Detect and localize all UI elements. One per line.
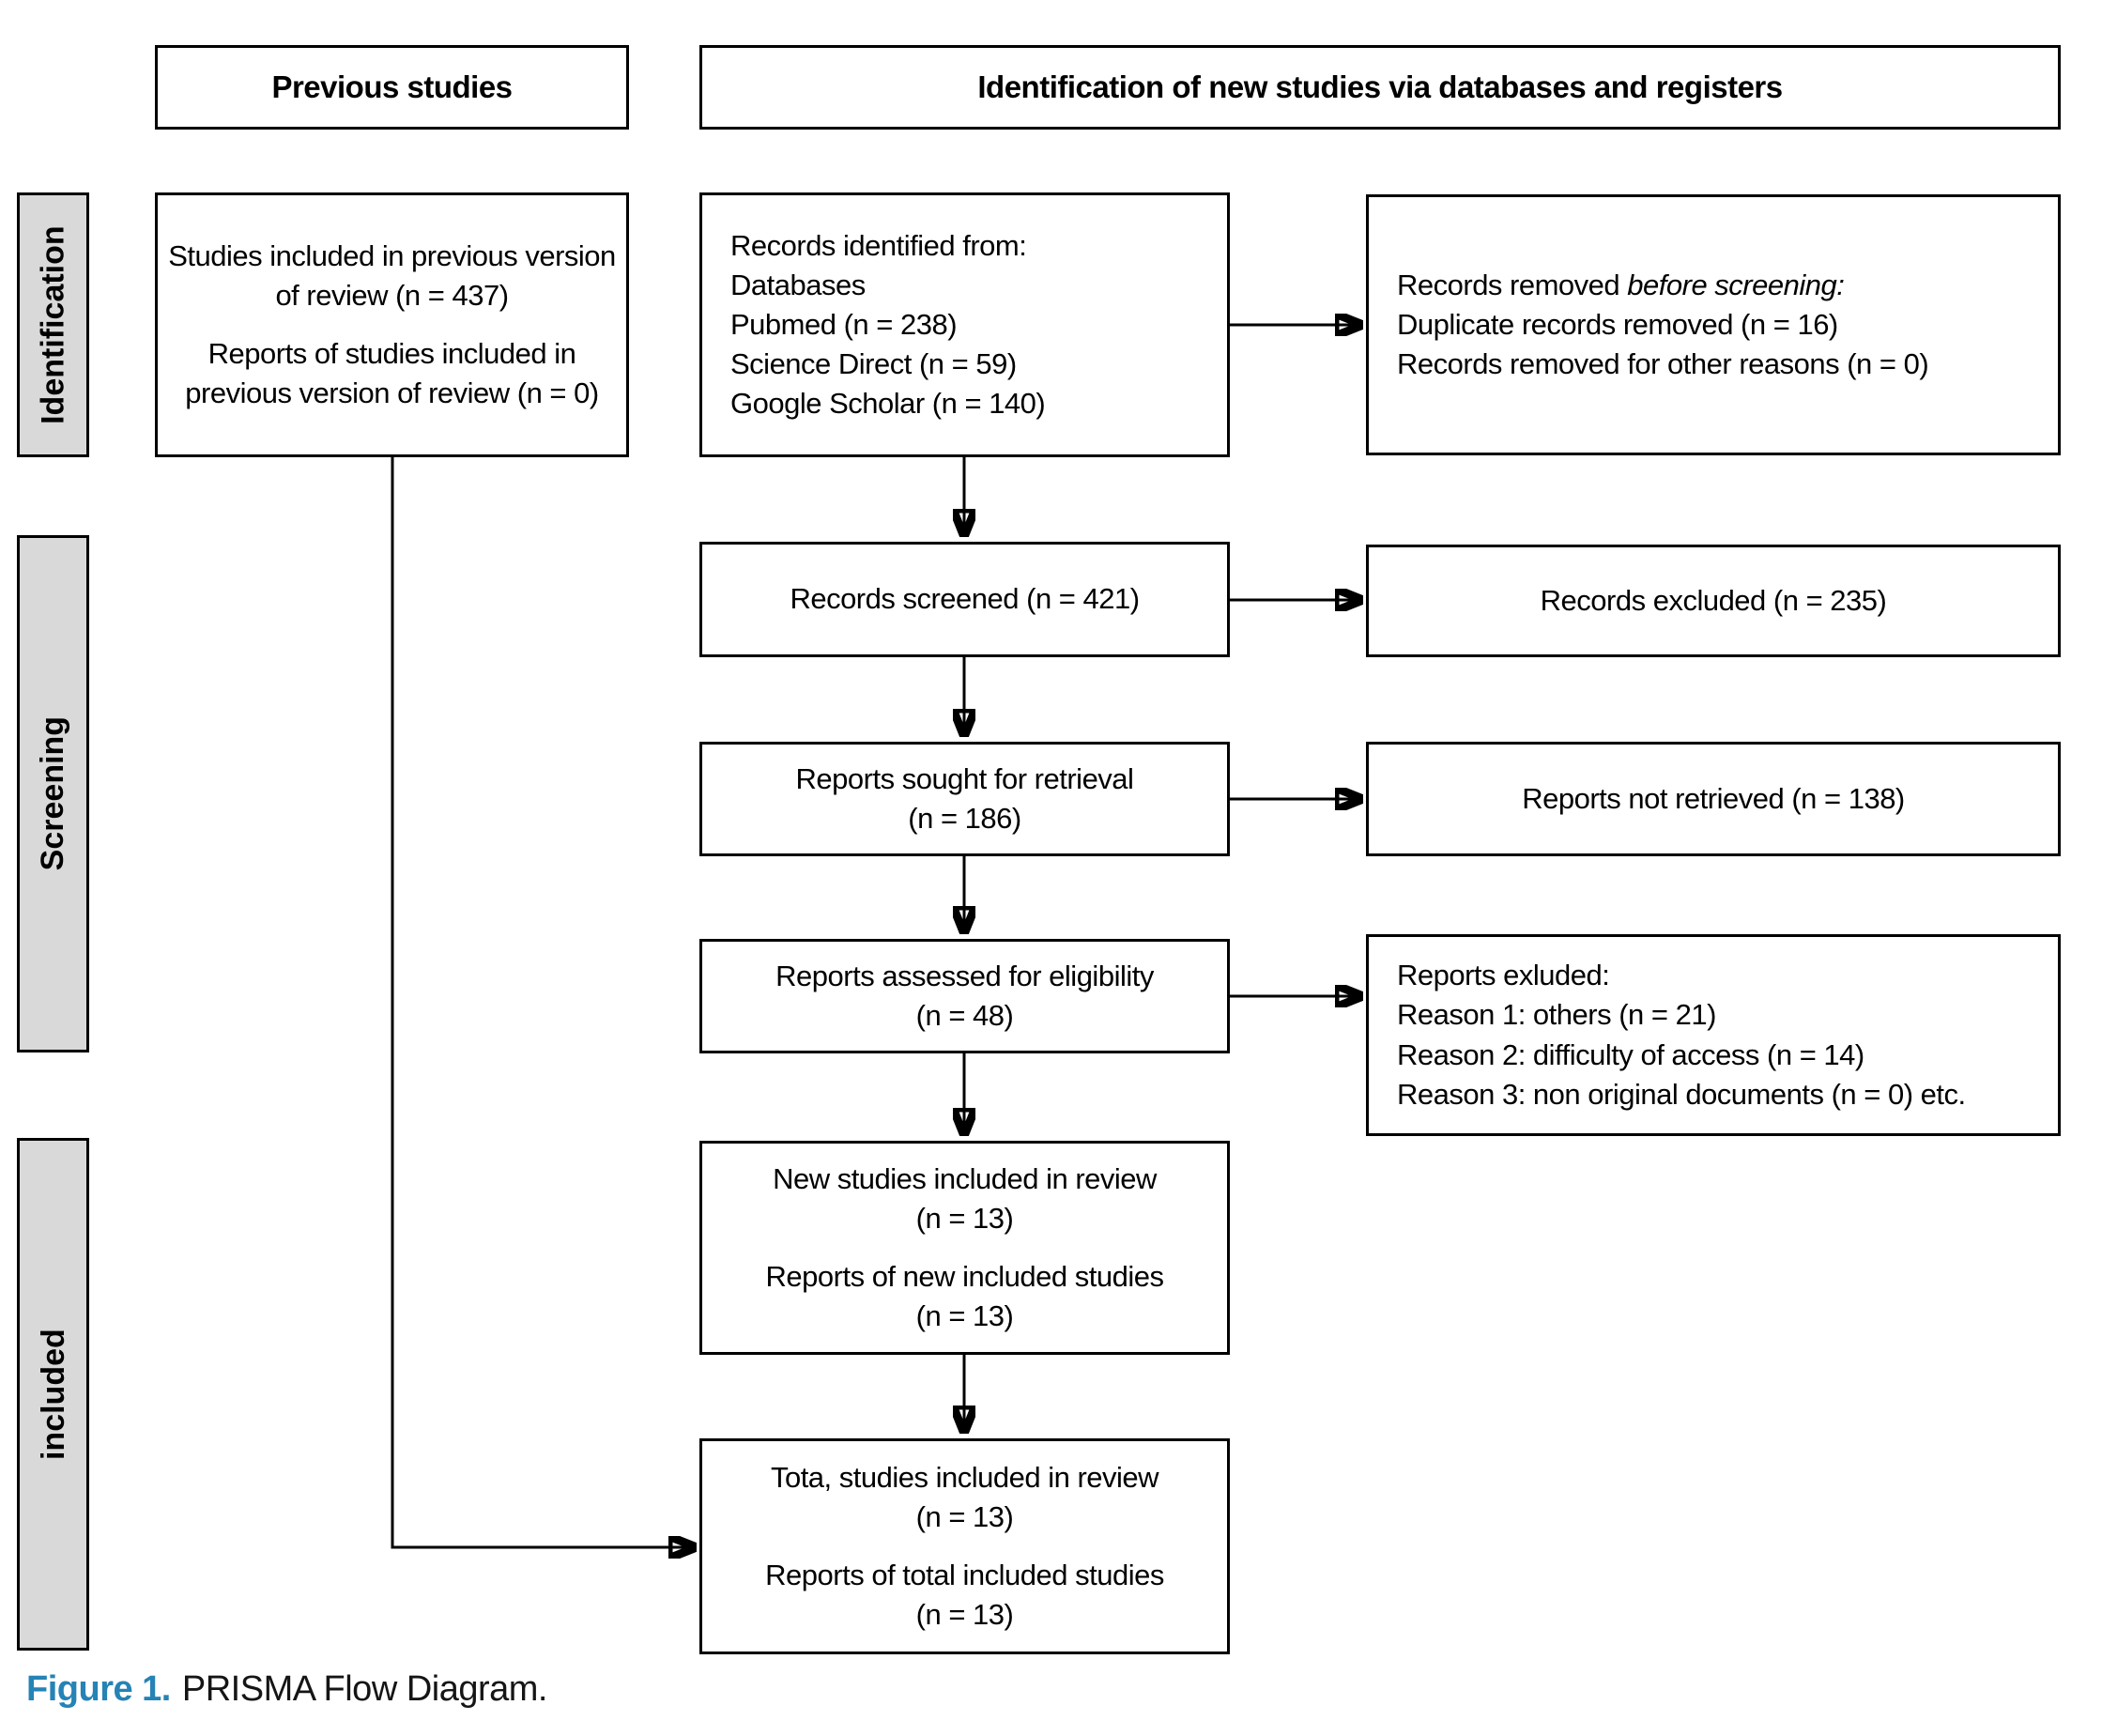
reports-assessed-line: Reports assessed for eligibility <box>775 959 1154 992</box>
header-identification-new-studies-label: Identification of new studies via databases and registers <box>977 69 1783 104</box>
box-reports-excluded <box>1366 934 2061 1136</box>
reports-sought-line: Reports sought for retrieval <box>795 761 1134 795</box>
reports-not-retrieved-text: Reports not retrieved (n = 138) <box>1522 781 1905 815</box>
box-reports-not-retrieved <box>1366 742 2061 856</box>
reports-excluded-item: Reason 1: others (n = 21) <box>1397 998 1716 1032</box>
reports-excluded-title: Reports exluded: <box>1397 959 1610 992</box>
box-records-removed <box>1366 194 2061 455</box>
previous-studies-line: Studies included in previous version of review (n = 437) <box>168 238 616 312</box>
total-studies-line: Tota, studies included in review <box>770 1460 1159 1494</box>
arrow-previous-to-total <box>392 457 691 1547</box>
new-studies-line: (n = 13) <box>915 1201 1014 1235</box>
records-identified-item: Databases <box>730 268 866 301</box>
stage-screening <box>17 535 89 1052</box>
box-reports-sought <box>699 742 1230 856</box>
records-identified-item: Science Direct (n = 59) <box>730 347 1017 381</box>
stage-included-label: included <box>35 1329 71 1460</box>
header-identification-new-studies <box>699 45 2061 130</box>
reports-excluded-item: Reason 3: non original documents (n = 0) etc. <box>1397 1077 1966 1111</box>
stage-included <box>17 1138 89 1651</box>
records-removed-item: Duplicate records removed (n = 16) <box>1397 307 1838 341</box>
records-removed-title <box>1397 266 2047 305</box>
new-studies-line: (n = 13) <box>915 1299 1014 1333</box>
records-removed-item: Records removed for other reasons (n = 0) <box>1397 347 1929 381</box>
reports-assessed-line: (n = 48) <box>915 999 1014 1032</box>
records-identified-item: Pubmed (n = 238) <box>730 307 958 341</box>
records-identified-item: Google Scholar (n = 140) <box>730 387 1046 421</box>
box-records-excluded <box>1366 545 2061 657</box>
box-total-studies <box>699 1438 1230 1654</box>
total-studies-line: Reports of total included studies <box>765 1559 1164 1591</box>
box-reports-assessed <box>699 939 1230 1053</box>
total-studies-line: (n = 13) <box>915 1499 1014 1533</box>
header-previous-studies <box>155 45 629 130</box>
records-removed-title-italic: before screening: <box>1627 268 1845 301</box>
box-records-identified <box>699 192 1230 457</box>
reports-sought-line: (n = 186) <box>908 802 1021 835</box>
figure-caption <box>26 1669 547 1710</box>
reports-excluded-item: Reason 2: difficulty of access (n = 14) <box>1397 1037 1864 1071</box>
stage-identification-label: Identification <box>35 225 71 424</box>
previous-studies-line: Reports of studies included in previous version of review (n = 0) <box>185 337 599 410</box>
box-new-studies <box>699 1141 1230 1355</box>
records-removed-title-normal: Records removed <box>1397 268 1628 301</box>
box-records-screened <box>699 542 1230 657</box>
records-excluded-text: Records excluded (n = 235) <box>1540 583 1887 617</box>
records-identified-title: Records identified from: <box>730 228 1027 262</box>
box-previous-studies <box>155 192 629 457</box>
new-studies-line: New studies included in review <box>773 1161 1157 1195</box>
header-previous-studies-label: Previous studies <box>271 69 513 104</box>
total-studies-line: (n = 13) <box>915 1598 1014 1632</box>
records-screened-text: Records screened (n = 421) <box>790 582 1140 616</box>
stage-identification <box>17 192 89 457</box>
figure-caption-label: Figure 1. <box>26 1669 171 1709</box>
stage-screening-label: Screening <box>35 716 71 871</box>
figure-caption-text: PRISMA Flow Diagram. <box>181 1669 547 1709</box>
new-studies-line: Reports of new included studies <box>765 1260 1164 1293</box>
